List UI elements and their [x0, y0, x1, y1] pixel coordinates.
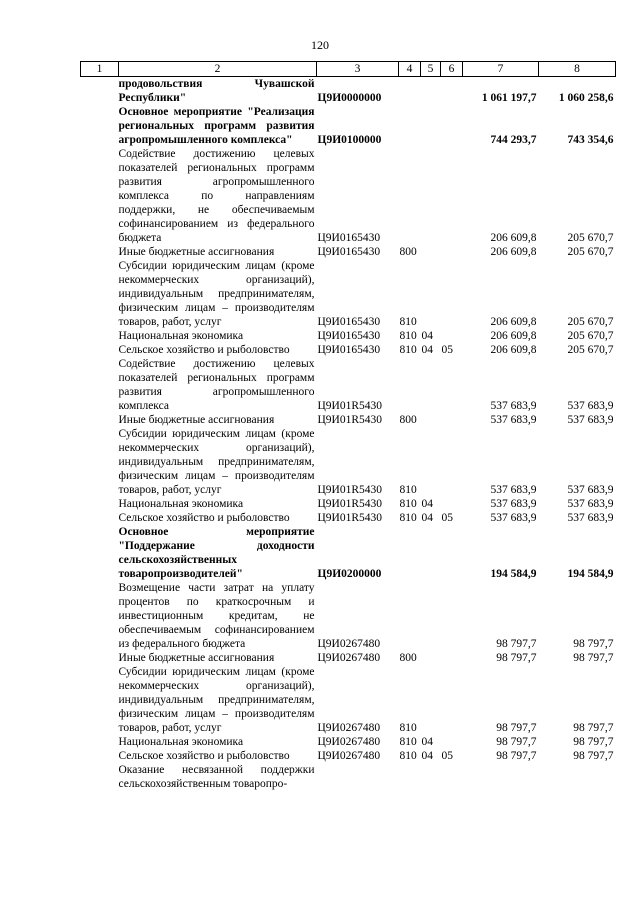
row-amount-year1: 537 683,9: [490, 498, 537, 510]
header-cell: 2: [119, 62, 317, 77]
row-subsection: [441, 147, 463, 245]
row-section: [421, 581, 441, 651]
row-amount-year2: [539, 763, 616, 791]
row-description: Оказание несвязанной поддержки сельскохозяйственным товаропро-: [118, 764, 315, 790]
row-expense-type: 800: [399, 652, 417, 664]
row-expense-type: [399, 763, 421, 791]
row-description: Возмещение части затрат на уплату процентов по краткосрочным и инвестиционным кредитам, не обеспечиваемым софинансированием из федерального бюджета: [118, 582, 315, 650]
table-row: [81, 105, 616, 147]
row-section: 04: [421, 344, 433, 356]
table-row: [81, 665, 616, 735]
row-spacer: [81, 77, 119, 106]
table-row: [81, 343, 616, 357]
row-amount-year1: 98 797,7: [496, 638, 537, 650]
row-subsection: [441, 329, 463, 343]
row-section: [421, 427, 441, 497]
row-target-code: Ц9И0000000: [317, 92, 382, 104]
row-spacer: [81, 651, 119, 665]
row-target-code: Ц9И0100000: [317, 134, 382, 146]
row-amount-year2: 205 670,7: [567, 232, 614, 244]
row-target-code: Ц9И0165430: [317, 246, 381, 258]
row-section: [421, 245, 441, 259]
row-spacer: [81, 427, 119, 497]
row-description: продовольствия Чувашской Республики": [118, 78, 315, 104]
header-row: [81, 62, 616, 77]
row-amount-year2: 98 797,7: [573, 750, 614, 762]
row-amount-year1: 537 683,9: [490, 512, 537, 524]
row-section: 04: [421, 512, 433, 524]
row-section: [421, 147, 441, 245]
row-description: Основное мероприятие "Поддержание доходности сельскохозяйственных товаропроизводителей": [118, 526, 315, 580]
row-amount-year2: 205 670,7: [567, 344, 614, 356]
row-description: Иные бюджетные ассигнования: [118, 414, 275, 426]
row-amount-year1: 98 797,7: [496, 736, 537, 748]
row-expense-type: [399, 77, 421, 106]
row-expense-type: 800: [399, 414, 417, 426]
row-subsection: [441, 427, 463, 497]
row-section: [421, 665, 441, 735]
row-spacer: [81, 343, 119, 357]
row-section: [421, 259, 441, 329]
row-subsection: [441, 497, 463, 511]
row-subsection: [441, 581, 463, 651]
row-subsection: [441, 763, 463, 791]
header-cell: 4: [399, 62, 421, 77]
row-subsection: [441, 525, 463, 581]
row-amount-year1: 206 609,8: [490, 246, 537, 258]
row-section: 04: [421, 330, 433, 342]
row-spacer: [81, 245, 119, 259]
header-cell: 7: [463, 62, 539, 77]
table-row: [81, 497, 616, 511]
table-row: [81, 147, 616, 245]
row-target-code: Ц9И0267480: [317, 652, 381, 664]
table-row: [81, 357, 616, 413]
row-spacer: [81, 581, 119, 651]
row-subsection: 05: [441, 344, 453, 356]
row-subsection: [441, 735, 463, 749]
row-amount-year2: 205 670,7: [567, 316, 614, 328]
row-subsection: [441, 259, 463, 329]
row-amount-year2: 98 797,7: [573, 652, 614, 664]
row-expense-type: 810: [399, 736, 417, 748]
row-description: Основное мероприятие "Реализация региональных программ развития агропромышленного комплекса": [118, 106, 315, 146]
row-section: [421, 525, 441, 581]
row-spacer: [81, 665, 119, 735]
row-section: 04: [421, 498, 433, 510]
row-target-code: Ц9И0165430: [317, 232, 381, 244]
row-amount-year2: 537 683,9: [567, 414, 614, 426]
row-amount-year1: 206 609,8: [490, 232, 537, 244]
row-section: [421, 763, 441, 791]
row-section: [421, 651, 441, 665]
row-subsection: 05: [441, 512, 453, 524]
row-amount-year2: 537 683,9: [567, 400, 614, 412]
row-target-code: Ц9И0165430: [317, 344, 381, 356]
row-expense-type: 810: [399, 498, 417, 510]
row-expense-type: [399, 105, 421, 147]
row-target-code: Ц9И0267480: [317, 722, 381, 734]
row-expense-type: [399, 525, 421, 581]
row-description: Содействие достижению целевых показателей региональных программ развития агропромышленного комплекса по направлениям поддержки, не обеспечиваемым софинансированием из федерального бюджета: [118, 148, 315, 244]
table-row: [81, 245, 616, 259]
row-spacer: [81, 749, 119, 763]
row-amount-year2: 205 670,7: [567, 246, 614, 258]
page-number: 120: [311, 38, 329, 52]
row-spacer: [81, 329, 119, 343]
row-expense-type: 810: [399, 316, 417, 328]
row-target-code: [317, 763, 399, 791]
row-target-code: Ц9И01R5430: [317, 484, 383, 496]
row-spacer: [81, 259, 119, 329]
row-subsection: [441, 651, 463, 665]
row-amount-year1: 537 683,9: [490, 414, 537, 426]
row-description: Национальная экономика: [118, 498, 244, 510]
row-description: Национальная экономика: [118, 736, 244, 748]
row-target-code: Ц9И0267480: [317, 736, 381, 748]
header-cell: 3: [317, 62, 399, 77]
row-spacer: [81, 497, 119, 511]
table-row: [81, 749, 616, 763]
row-subsection: [441, 245, 463, 259]
table-body: [81, 77, 616, 792]
table-row: [81, 651, 616, 665]
row-expense-type: [399, 581, 421, 651]
row-expense-type: 810: [399, 484, 417, 496]
row-subsection: [441, 413, 463, 427]
row-subsection: 05: [441, 750, 453, 762]
row-amount-year1: 98 797,7: [496, 652, 537, 664]
row-amount-year2: 98 797,7: [573, 722, 614, 734]
row-amount-year2: 537 683,9: [567, 498, 614, 510]
row-amount-year1: 206 609,8: [490, 344, 537, 356]
row-description: Субсидии юридическим лицам (кроме некоммерческих организаций), индивидуальным предпринимателям, физическим лицам – производителям товаров, работ, услуг: [118, 260, 315, 328]
row-target-code: Ц9И0165430: [317, 330, 381, 342]
row-subsection: [441, 77, 463, 106]
row-amount-year2: 1 060 258,6: [558, 92, 614, 104]
header-cell: 6: [441, 62, 463, 77]
row-expense-type: 810: [399, 750, 417, 762]
row-spacer: [81, 511, 119, 525]
row-target-code: Ц9И0267480: [317, 638, 381, 650]
table-row: [81, 413, 616, 427]
row-section: 04: [421, 736, 433, 748]
row-spacer: [81, 413, 119, 427]
row-subsection: [441, 665, 463, 735]
table-row: [81, 427, 616, 497]
row-amount-year1: 206 609,8: [490, 330, 537, 342]
row-subsection: [441, 357, 463, 413]
row-amount-year2: 537 683,9: [567, 512, 614, 524]
row-section: [421, 77, 441, 106]
table-row: [81, 735, 616, 749]
row-amount-year1: 98 797,7: [496, 722, 537, 734]
row-expense-type: 810: [399, 344, 417, 356]
row-description: Сельское хозяйство и рыболовство: [118, 512, 290, 524]
row-amount-year1: 537 683,9: [490, 400, 537, 412]
row-amount-year1: 537 683,9: [490, 484, 537, 496]
row-expense-type: 810: [399, 722, 417, 734]
row-expense-type: 810: [399, 330, 417, 342]
header-cell: 5: [421, 62, 441, 77]
row-target-code: Ц9И01R5430: [317, 414, 383, 426]
row-amount-year2: 743 354,6: [567, 134, 614, 146]
budget-table: [80, 61, 616, 791]
row-description: Национальная экономика: [118, 330, 244, 342]
row-description: Иные бюджетные ассигнования: [118, 652, 275, 664]
table-row: [81, 259, 616, 329]
row-amount-year2: 537 683,9: [567, 484, 614, 496]
row-description: Иные бюджетные ассигнования: [118, 246, 275, 258]
row-amount-year1: 744 293,7: [490, 134, 537, 146]
row-amount-year2: 205 670,7: [567, 330, 614, 342]
row-expense-type: [399, 147, 421, 245]
row-description: Сельское хозяйство и рыболовство: [118, 750, 290, 762]
row-description: Сельское хозяйство и рыболовство: [118, 344, 290, 356]
table-row: [81, 77, 616, 106]
row-amount-year2: 194 584,9: [567, 568, 614, 580]
row-spacer: [81, 735, 119, 749]
row-spacer: [81, 105, 119, 147]
row-section: [421, 413, 441, 427]
row-expense-type: 810: [399, 512, 417, 524]
row-amount-year1: 98 797,7: [496, 750, 537, 762]
row-target-code: Ц9И01R5430: [317, 400, 383, 412]
row-target-code: Ц9И01R5430: [317, 498, 383, 510]
row-section: [421, 357, 441, 413]
row-target-code: Ц9И01R5430: [317, 512, 383, 524]
row-amount-year1: 206 609,8: [490, 316, 537, 328]
row-spacer: [81, 147, 119, 245]
row-amount-year2: 98 797,7: [573, 638, 614, 650]
table-row: [81, 329, 616, 343]
row-subsection: [441, 105, 463, 147]
table-row: [81, 763, 616, 791]
row-section: [421, 105, 441, 147]
row-expense-type: 800: [399, 246, 417, 258]
row-target-code: Ц9И0165430: [317, 316, 381, 328]
row-spacer: [81, 763, 119, 791]
table-row: [81, 511, 616, 525]
row-expense-type: [399, 357, 421, 413]
row-description: Субсидии юридическим лицам (кроме некоммерческих организаций), индивидуальным предпринимателям, физическим лицам – производителям товаров, работ, услуг: [118, 666, 315, 734]
row-amount-year2: 98 797,7: [573, 736, 614, 748]
row-amount-year1: 1 061 197,7: [481, 92, 537, 104]
row-target-code: Ц9И0267480: [317, 750, 381, 762]
row-description: Содействие достижению целевых показателей региональных программ развития агропромышленного комплекса: [118, 358, 315, 412]
row-spacer: [81, 525, 119, 581]
row-section: 04: [421, 750, 433, 762]
row-amount-year1: 194 584,9: [490, 568, 537, 580]
table-row: [81, 581, 616, 651]
table-row: [81, 525, 616, 581]
header-cell: 1: [81, 62, 119, 77]
row-description: Субсидии юридическим лицам (кроме некоммерческих организаций), индивидуальным предпринимателям, физическим лицам – производителям товаров, работ, услуг: [118, 428, 315, 496]
row-amount-year1: [463, 763, 539, 791]
header-cell: 8: [539, 62, 616, 77]
row-spacer: [81, 357, 119, 413]
row-target-code: Ц9И0200000: [317, 568, 382, 580]
